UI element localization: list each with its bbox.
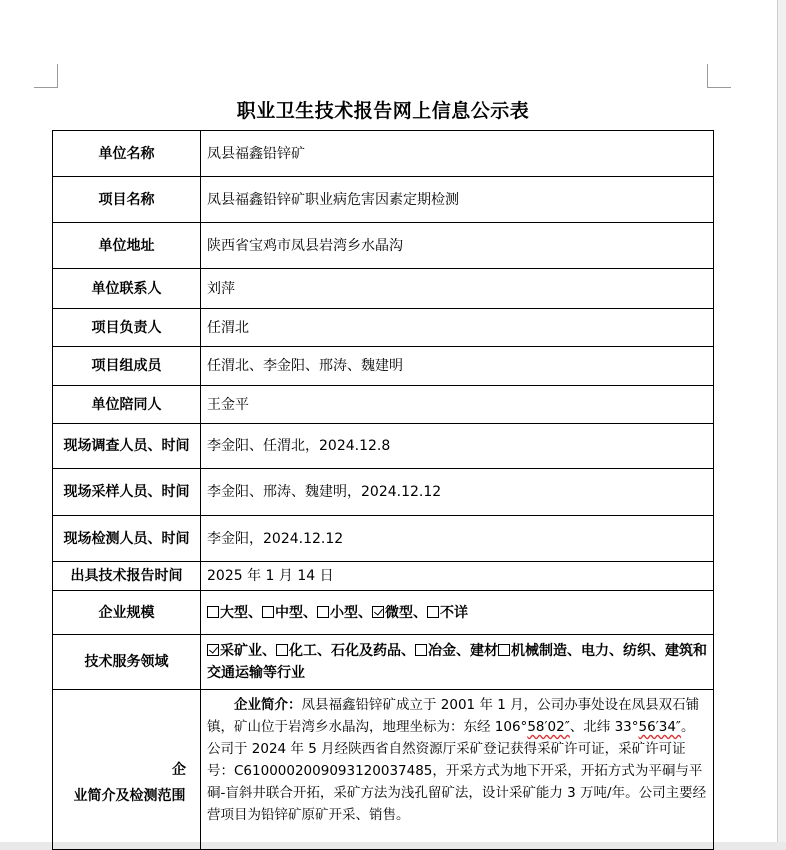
table-row [53, 309, 714, 347]
option-metallurgy-label: 冶金、建材 [428, 643, 498, 659]
intro-content[interactable] [201, 690, 714, 850]
option-large-label: 大型、 [220, 604, 262, 621]
row-value[interactable]: 任渭北 [201, 309, 714, 347]
table-row [53, 223, 714, 269]
table-row [53, 469, 714, 516]
option-micro-label: 微型、 [385, 604, 427, 621]
row-label: 项目组成员 [53, 347, 201, 386]
checkbox-micro[interactable] [372, 606, 384, 618]
row-label: 出具技术报告时间 [53, 562, 201, 591]
table-row [53, 177, 714, 223]
row-label: 现场采样人员、时间 [53, 469, 201, 516]
checkbox-metallurgy[interactable] [415, 644, 427, 656]
intro-heading: 企业简介： [234, 697, 302, 713]
checkbox-unknown[interactable] [427, 606, 439, 618]
table-row [53, 131, 714, 177]
checkbox-small[interactable] [317, 606, 329, 618]
option-machinery-label: 机械制造、电力、纺织、建筑和交通运输等行业 [207, 643, 707, 681]
margin-corner-top-left [34, 64, 58, 88]
option-unknown-label: 不详 [440, 604, 468, 621]
document-title: 职业卫生技术报告网上信息公示表 [236, 100, 530, 122]
service-label: 技术服务领域 [53, 635, 201, 690]
intro-label-part1: 企 [172, 762, 186, 778]
option-mining-label: 采矿业、 [220, 643, 276, 659]
table-row [53, 562, 714, 591]
coordinate-east: 58′02″ [527, 719, 570, 735]
table-row [53, 386, 714, 424]
scale-row [53, 591, 714, 635]
intro-paragraph [207, 694, 707, 826]
row-label: 单位联系人 [53, 269, 201, 309]
info-table [52, 130, 714, 850]
intro-text-2: 、北纬 33° [569, 719, 639, 735]
row-value[interactable]: 李金阳，2024.12.12 [201, 516, 714, 562]
intro-row [53, 690, 714, 850]
intro-label [53, 690, 201, 850]
row-value[interactable]: 王金平 [201, 386, 714, 424]
scale-options [201, 591, 714, 635]
row-value[interactable]: 凤县福鑫铅锌矿职业病危害因素定期检测 [201, 177, 714, 223]
option-medium-label: 中型、 [275, 604, 317, 621]
option-small-label: 小型、 [330, 604, 372, 621]
checkbox-chemical[interactable] [276, 644, 288, 656]
row-value[interactable]: 任渭北、李金阳、邢涛、魏建明 [201, 347, 714, 386]
row-value[interactable]: 李金阳、任渭北，2024.12.8 [201, 424, 714, 469]
row-label: 单位名称 [53, 131, 201, 177]
intro-text-3: 。公司于 2024 年 5 月经陕西省自然资源厅采矿登记获得采矿许可证，采矿许可证号：C6100002009093120037485，开采方式为地下开采，开拓方式为平硐与平硐-盲斜井联合开拓，采矿方法为浅孔留矿法，设计采矿能力 3 万吨/年。公司主要经营项目为铅锌矿原矿开采、销售。 [207, 719, 707, 823]
intro-text-1: 凤县福鑫铅锌矿成立于 2001 年 1 月，公司办事处设在凤县双石铺镇，矿山位于岩湾乡水晶沟，地理坐标为：东经 106° [207, 697, 700, 735]
row-value[interactable]: 陕西省宝鸡市凤县岩湾乡水晶沟 [201, 223, 714, 269]
row-label: 单位陪同人 [53, 386, 201, 424]
scale-label: 企业规模 [53, 591, 201, 635]
table-row [53, 347, 714, 386]
checkbox-mining[interactable] [207, 644, 219, 656]
row-value[interactable]: 凤县福鑫铅锌矿 [201, 131, 714, 177]
row-value[interactable]: 刘萍 [201, 269, 714, 309]
row-label: 现场调查人员、时间 [53, 424, 201, 469]
vertical-scrollbar[interactable] [778, 0, 786, 842]
service-row [53, 635, 714, 690]
coordinate-north: 56′34″ [638, 719, 681, 735]
row-label: 现场检测人员、时间 [53, 516, 201, 562]
intro-label-part2: 业简介及检测范围 [73, 788, 186, 804]
row-label: 单位地址 [53, 223, 201, 269]
service-options [201, 635, 714, 690]
table-row [53, 269, 714, 309]
checkbox-medium[interactable] [262, 606, 274, 618]
checkbox-machinery[interactable] [498, 644, 510, 656]
table-row [53, 516, 714, 562]
checkbox-large[interactable] [207, 606, 219, 618]
row-value[interactable]: 李金阳、邢涛、魏建明，2024.12.12 [201, 469, 714, 516]
row-label: 项目名称 [53, 177, 201, 223]
margin-corner-top-right [707, 64, 731, 88]
row-label: 项目负责人 [53, 309, 201, 347]
option-chemical-label: 化工、石化及药品、 [289, 643, 415, 659]
row-value[interactable]: 2025 年 1 月 14 日 [201, 562, 714, 591]
table-row [53, 424, 714, 469]
